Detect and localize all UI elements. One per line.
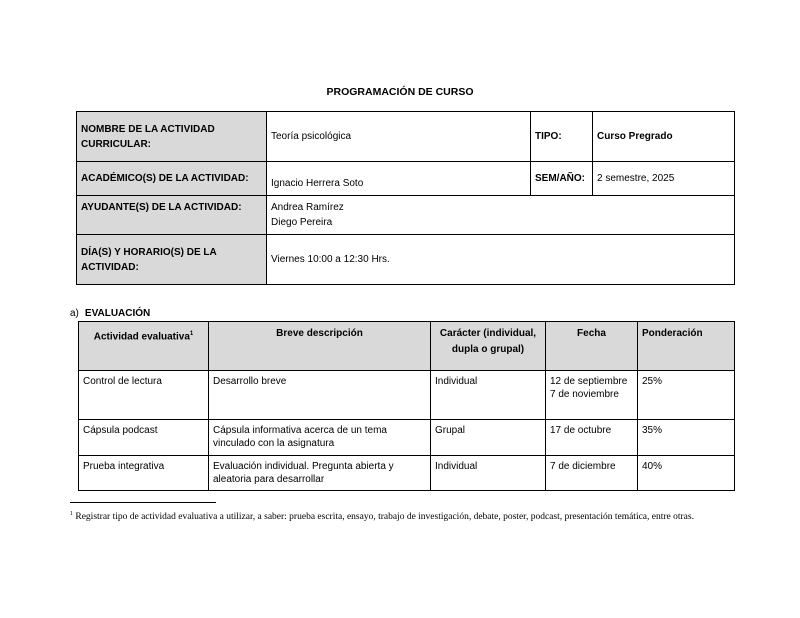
cell-ponderacion: 40% <box>638 456 735 491</box>
cell-fecha <box>546 371 638 420</box>
header-descripcion: Breve descripción <box>209 322 431 371</box>
header-caracter: Carácter (individual, dupla o grupal) <box>431 322 546 371</box>
tipo-value: Curso Pregrado <box>593 112 735 162</box>
ayudante-1: Andrea Ramírez <box>271 202 344 213</box>
cell-caracter: Grupal <box>431 420 546 456</box>
footnote-text: Registrar tipo de actividad evaluativa a utilizar, a saber: prueba escrita, ensayo, trabajo de investigación, debate, poster, podcast, presentación temática, entre otras. <box>75 512 694 523</box>
cell-caracter: Individual <box>431 456 546 491</box>
cell-actividad: Prueba integrativa <box>79 456 209 491</box>
cell-ponderacion: 35% <box>638 420 735 456</box>
cell-actividad: Control de lectura <box>79 371 209 420</box>
cell-descripcion: Desarrollo breve <box>209 371 431 420</box>
footnote-mark: 1 <box>70 511 73 517</box>
tipo-label: TIPO: <box>531 112 593 162</box>
table-row <box>79 371 735 420</box>
cell-caracter: Individual <box>431 371 546 420</box>
cell-actividad: Cápsula podcast <box>79 420 209 456</box>
nombre-label: NOMBRE DE LA ACTIVIDAD CURRICULAR: <box>77 112 267 162</box>
footnote-separator <box>70 502 216 503</box>
info-row-academico <box>77 162 735 196</box>
ayudantes-value <box>267 196 735 235</box>
ayudante-label: AYUDANTE(S) DE LA ACTIVIDAD: <box>77 196 267 235</box>
info-row-ayudantes <box>77 196 735 235</box>
evaluation-table <box>78 321 735 491</box>
info-row-nombre <box>77 112 735 162</box>
ayudante-2: Diego Pereira <box>271 217 333 228</box>
cell-fecha: 17 de octubre <box>546 420 638 456</box>
footnote-ref: 1 <box>189 331 194 337</box>
horario-label: DÍA(S) Y HORARIO(S) DE LA ACTIVIDAD: <box>77 235 267 285</box>
evaluacion-heading <box>70 308 150 319</box>
section-title: EVALUACIÓN <box>84 308 151 319</box>
horario-value: Viernes 10:00 a 12:30 Hrs. <box>267 235 735 285</box>
fecha-line-1: 12 de septiembre <box>550 376 628 387</box>
table-row <box>79 420 735 456</box>
evaluation-header-row <box>79 322 735 371</box>
nombre-value: Teoría psicológica <box>267 112 531 162</box>
academico-value: Ignacio Herrera Soto <box>267 162 531 196</box>
sem-value: 2 semestre, 2025 <box>593 162 735 196</box>
page-title: PROGRAMACIÓN DE CURSO <box>326 86 474 98</box>
cell-descripcion: Evaluación individual. Pregunta abierta y aleatoria para desarrollar <box>209 456 431 491</box>
header-fecha: Fecha <box>546 322 638 371</box>
section-letter: a) <box>70 308 79 319</box>
table-row <box>79 456 735 491</box>
sem-label: SEM/AÑO: <box>531 162 593 196</box>
fecha-line-2: 7 de noviembre <box>550 389 619 400</box>
cell-ponderacion: 25% <box>638 371 735 420</box>
course-info-table <box>76 111 735 285</box>
header-ponderacion: Ponderación <box>638 322 735 371</box>
cell-descripcion: Cápsula informativa acerca de un tema vinculado con la asignatura <box>209 420 431 456</box>
footnote <box>70 508 740 523</box>
cell-fecha: 7 de diciembre <box>546 456 638 491</box>
academico-label: ACADÉMICO(S) DE LA ACTIVIDAD: <box>77 162 267 196</box>
info-row-horario <box>77 235 735 285</box>
header-actividad: Actividad evaluativa$^1$ <box>79 322 209 371</box>
